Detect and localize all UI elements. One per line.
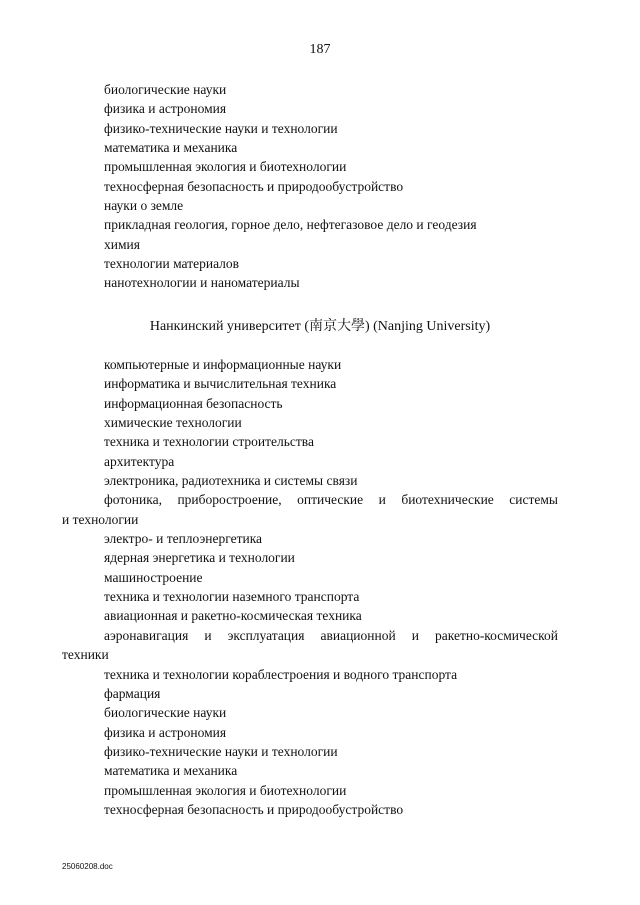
list-item: фармация [104, 685, 161, 701]
list-item: техника и технологии кораблестроения и водного транспорта [104, 666, 458, 682]
list-item: авиационная и ракетно-космическая техника [104, 608, 362, 624]
page-number: 187 [309, 42, 331, 57]
list-item: компьютерные и информационные науки [104, 357, 342, 372]
list-item: науки о земле [104, 198, 184, 214]
list-item: машиностроение [104, 569, 203, 585]
list-item-continuation: и технологии [62, 511, 139, 527]
list-item: техника и технологии наземного транспорта [104, 589, 360, 605]
list-item: архитектура [104, 453, 175, 469]
list-item: технологии материалов [104, 256, 240, 272]
list-item-line: фотоника, приборостроение, оптические и биотехнические системы [104, 492, 558, 508]
list-item [0, 626, 640, 665]
discipline-list-2 [0, 355, 640, 819]
list-item: физико-технические науки и технологии [104, 743, 338, 759]
list-item: математика и механика [104, 763, 238, 779]
list-item: физика и астрономия [104, 101, 227, 117]
list-item: химические технологии [104, 415, 242, 431]
list-item: техносферная безопасность и природообустройство [104, 801, 404, 817]
list-item: ядерная энергетика и технологии [104, 550, 295, 566]
list-item: биологические науки [104, 82, 227, 97]
list-item: промышленная экология и биотехнологии [104, 782, 347, 798]
list-item: информатика и вычислительная техника [104, 376, 337, 392]
list-item: математика и механика [104, 140, 238, 156]
file-name-footer: 25060208.doc [62, 862, 113, 871]
list-item: физика и астрономия [104, 724, 227, 740]
list-item: техника и технологии строительства [104, 434, 314, 450]
list-item-line: аэронавигация и эксплуатация авиационной и ракетно-космической [104, 627, 558, 643]
list-item [0, 490, 640, 529]
list-item: химия [104, 236, 140, 252]
list-item: биологические науки [104, 705, 227, 721]
list-item: информационная безопасность [104, 395, 283, 411]
discipline-list-1 [0, 80, 640, 293]
list-item: промышленная экология и биотехнологии [104, 159, 347, 175]
university-heading: Нанкинский университет (南京大學) (Nanjing University) [149, 319, 491, 334]
list-item: электроника, радиотехника и системы связи [104, 473, 358, 489]
list-item: прикладная геология, горное дело, нефтегазовое дело и геодезия [104, 217, 477, 233]
list-item: электро- и теплоэнергетика [104, 531, 263, 547]
list-item: техносферная безопасность и природообустройство [104, 178, 404, 194]
list-item-continuation: техники [62, 647, 109, 663]
list-item: нанотехнологии и наноматериалы [104, 275, 300, 291]
list-item: физико-технические науки и технологии [104, 120, 338, 136]
